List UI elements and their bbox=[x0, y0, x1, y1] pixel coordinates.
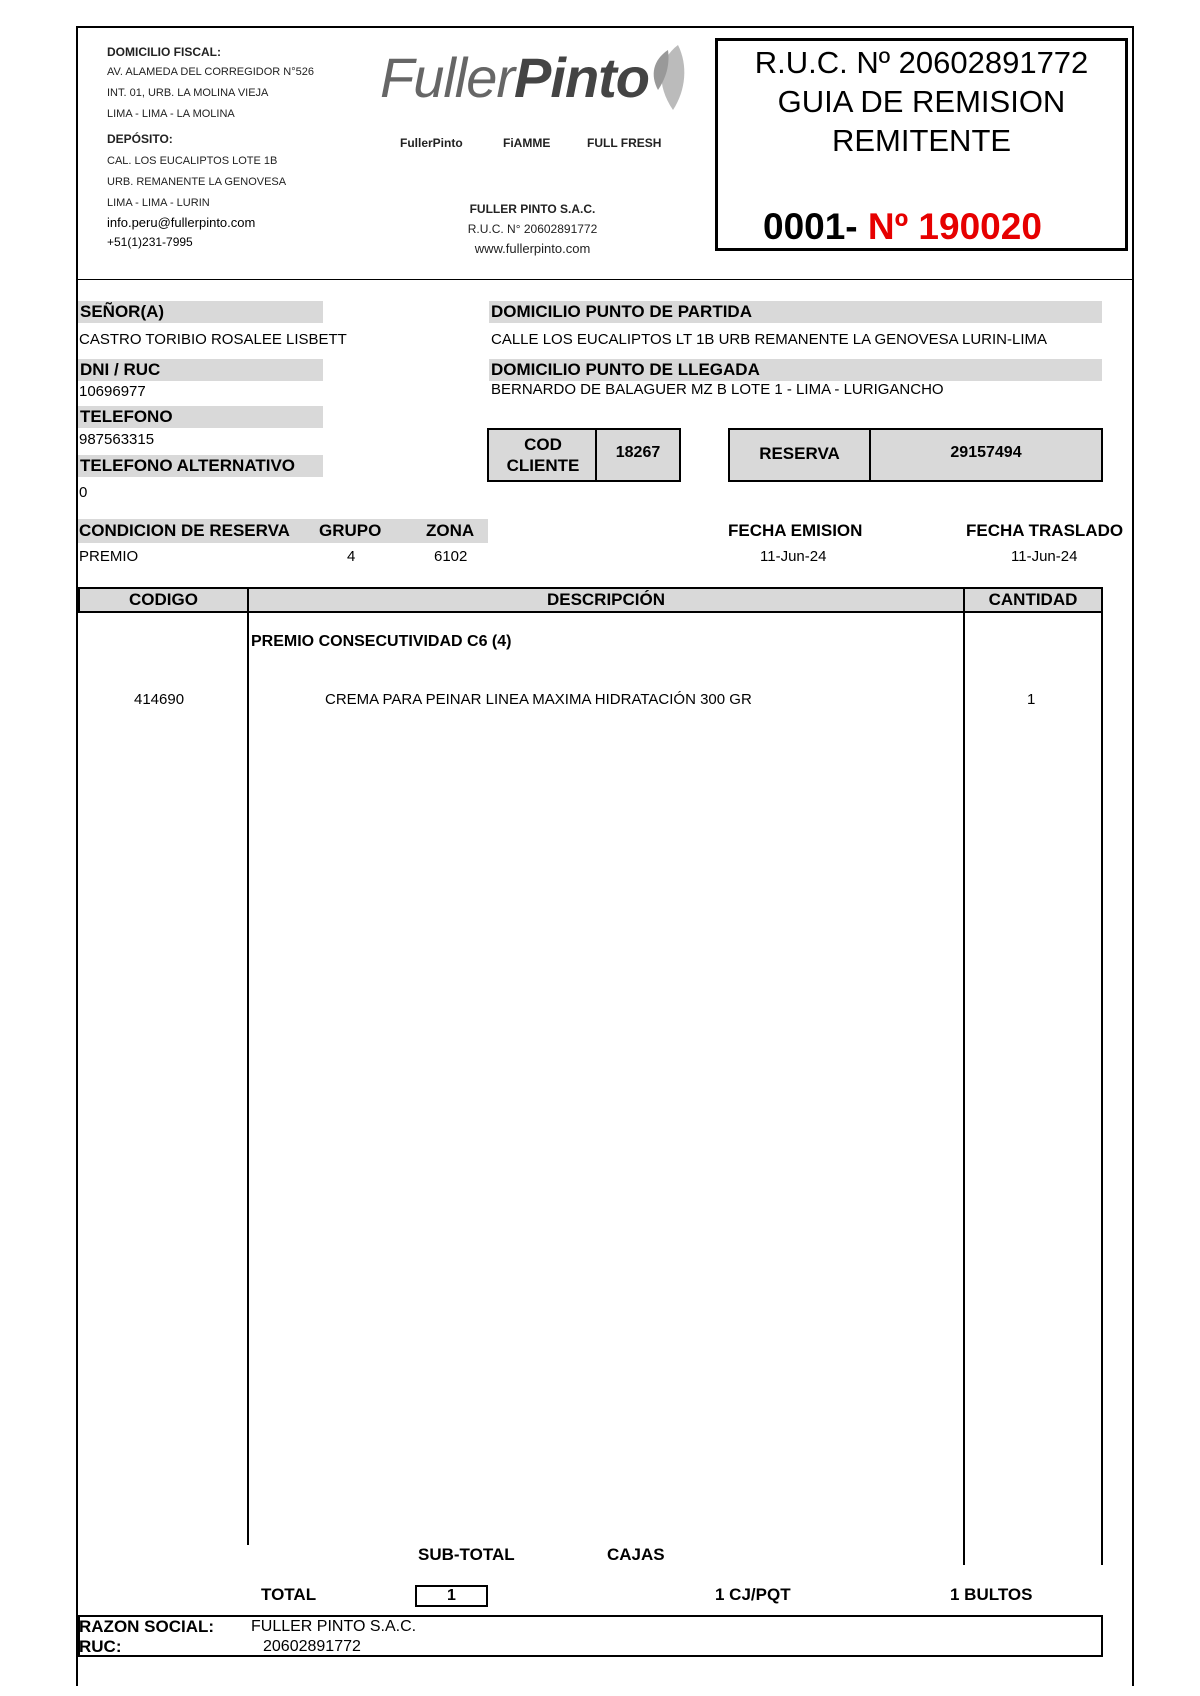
telefono-value: 987563315 bbox=[79, 431, 155, 448]
header-divider bbox=[76, 279, 1134, 280]
company-ruc: R.U.C. N° 20602891772 bbox=[467, 222, 598, 236]
telefono-alt-value: 0 bbox=[79, 484, 88, 501]
zona-value: 6102 bbox=[434, 548, 468, 565]
total-value: 1 bbox=[447, 1587, 456, 1604]
condicion-label: CONDICION DE RESERVA bbox=[79, 521, 290, 540]
row-cantidad: 1 bbox=[1027, 691, 1036, 708]
deposito-line: LIMA - LIMA - LURIN bbox=[107, 197, 210, 209]
fiscal-line: LIMA - LIMA - LA MOLINA bbox=[107, 108, 235, 120]
total-label: TOTAL bbox=[261, 1585, 317, 1604]
ruc-number: R.U.C. Nº 20602891772 bbox=[754, 45, 1089, 80]
leaf-icon bbox=[648, 40, 688, 120]
razon-value: FULLER PINTO S.A.C. bbox=[251, 1618, 417, 1635]
dni-label: DNI / RUC bbox=[78, 359, 323, 381]
document-number-box bbox=[715, 38, 1128, 251]
company-name: FULLER PINTO S.A.C. bbox=[469, 202, 596, 216]
doc-numero: Nº 190020 bbox=[867, 206, 1042, 247]
partida-label: DOMICILIO PUNTO DE PARTIDA bbox=[489, 301, 1102, 323]
row-descripcion: CREMA PARA PEINAR LINEA MAXIMA HIDRATACIÓN 300 GR bbox=[325, 691, 752, 708]
grupo-label: GRUPO bbox=[319, 521, 382, 540]
top-border bbox=[76, 26, 1134, 28]
razon-label: RAZON SOCIAL: bbox=[79, 1617, 215, 1636]
dni-value: 10696977 bbox=[79, 383, 146, 400]
fiscal-label: DOMICILIO FISCAL: bbox=[107, 45, 221, 59]
cod-cliente-value: 18267 bbox=[615, 444, 661, 461]
total-box bbox=[415, 1585, 488, 1607]
partida-value: CALLE LOS EUCALIPTOS LT 1B URB REMANENTE LA GENOVESA LURIN-LIMA bbox=[491, 331, 1048, 348]
fiscal-address bbox=[107, 42, 314, 252]
doc-serie: 0001- bbox=[763, 206, 858, 247]
brand-fiamme: FiAMME bbox=[503, 136, 551, 150]
llegada-value: BERNARDO DE BALAGUER MZ B LOTE 1 - LIMA - LURIGANCHO bbox=[491, 381, 944, 398]
company-website: www.fullerpinto.com bbox=[474, 241, 591, 256]
bultos: 1 BULTOS bbox=[950, 1585, 1033, 1604]
fiscal-line: INT. 01, URB. LA MOLINA VIEJA bbox=[107, 87, 269, 99]
llegada-label: DOMICILIO PUNTO DE LLEGADA bbox=[489, 359, 1102, 381]
company-phone: +51(1)231-7995 bbox=[107, 235, 193, 249]
cod-cliente-label: COD CLIENTE bbox=[506, 435, 580, 475]
brand-fullerpinto: FullerPinto bbox=[400, 136, 463, 150]
left-border bbox=[76, 26, 78, 1686]
grupo-value: 4 bbox=[347, 548, 356, 565]
company-email: info.peru@fullerpinto.com bbox=[107, 215, 256, 230]
fiscal-line: AV. ALAMEDA DEL CORREGIDOR N°526 bbox=[107, 66, 314, 78]
doc-serie-numero bbox=[763, 206, 1042, 248]
condicion-value: PREMIO bbox=[79, 548, 139, 565]
deposito-line: CAL. LOS EUCALIPTOS LOTE 1B bbox=[107, 155, 278, 167]
col-line-cantidad bbox=[963, 613, 965, 1565]
cod-cliente-box bbox=[487, 428, 681, 482]
deposito-line: URB. REMANENTE LA GENOVESA bbox=[107, 176, 287, 188]
row-codigo: 414690 bbox=[134, 691, 185, 708]
doc-title: GUIA DE REMISION bbox=[777, 84, 1066, 119]
reserva-box bbox=[728, 428, 1103, 482]
reserva-label: RESERVA bbox=[759, 444, 840, 463]
subtotal-label: SUB-TOTAL bbox=[418, 1545, 515, 1564]
senor-value: CASTRO TORIBIO ROSALEE LISBETT bbox=[79, 331, 347, 348]
right-border bbox=[1132, 26, 1134, 1686]
telefono-alt-label: TELEFONO ALTERNATIVO bbox=[78, 455, 323, 477]
company-center-block bbox=[430, 199, 635, 259]
fecha-traslado-label: FECHA TRASLADO bbox=[966, 521, 1124, 540]
cj-pqt: 1 CJ/PQT bbox=[715, 1585, 791, 1604]
fecha-traslado-value: 11-Jun-24 bbox=[1011, 548, 1078, 565]
col-header-cantidad: CANTIDAD bbox=[963, 587, 1103, 613]
senor-label: SEÑOR(A) bbox=[78, 301, 323, 323]
col-line-codigo bbox=[247, 613, 249, 1545]
deposito-label: DEPÓSITO: bbox=[107, 132, 173, 146]
cajas-label: CAJAS bbox=[607, 1545, 665, 1564]
reserva-value: 29157494 bbox=[950, 444, 1022, 461]
group-title: PREMIO CONSECUTIVIDAD C6 (4) bbox=[251, 633, 512, 650]
fecha-emision-value: 11-Jun-24 bbox=[760, 548, 827, 565]
doc-subtitle: REMITENTE bbox=[831, 123, 1012, 158]
footer-box bbox=[78, 1615, 1103, 1657]
ruc-label: RUC: bbox=[79, 1637, 122, 1656]
col-header-descripcion: DESCRIPCIÓN bbox=[247, 587, 965, 613]
ruc-value: 20602891772 bbox=[263, 1638, 361, 1655]
fecha-emision-label: FECHA EMISION bbox=[728, 521, 863, 540]
brand-fullfresh: FULL FRESH bbox=[587, 136, 662, 150]
col-line-right bbox=[1101, 613, 1103, 1565]
zona-label: ZONA bbox=[426, 521, 475, 540]
fullerpinto-logo: FullerPinto bbox=[380, 46, 650, 109]
col-header-codigo: CODIGO bbox=[78, 587, 249, 613]
telefono-label: TELEFONO bbox=[78, 406, 323, 428]
